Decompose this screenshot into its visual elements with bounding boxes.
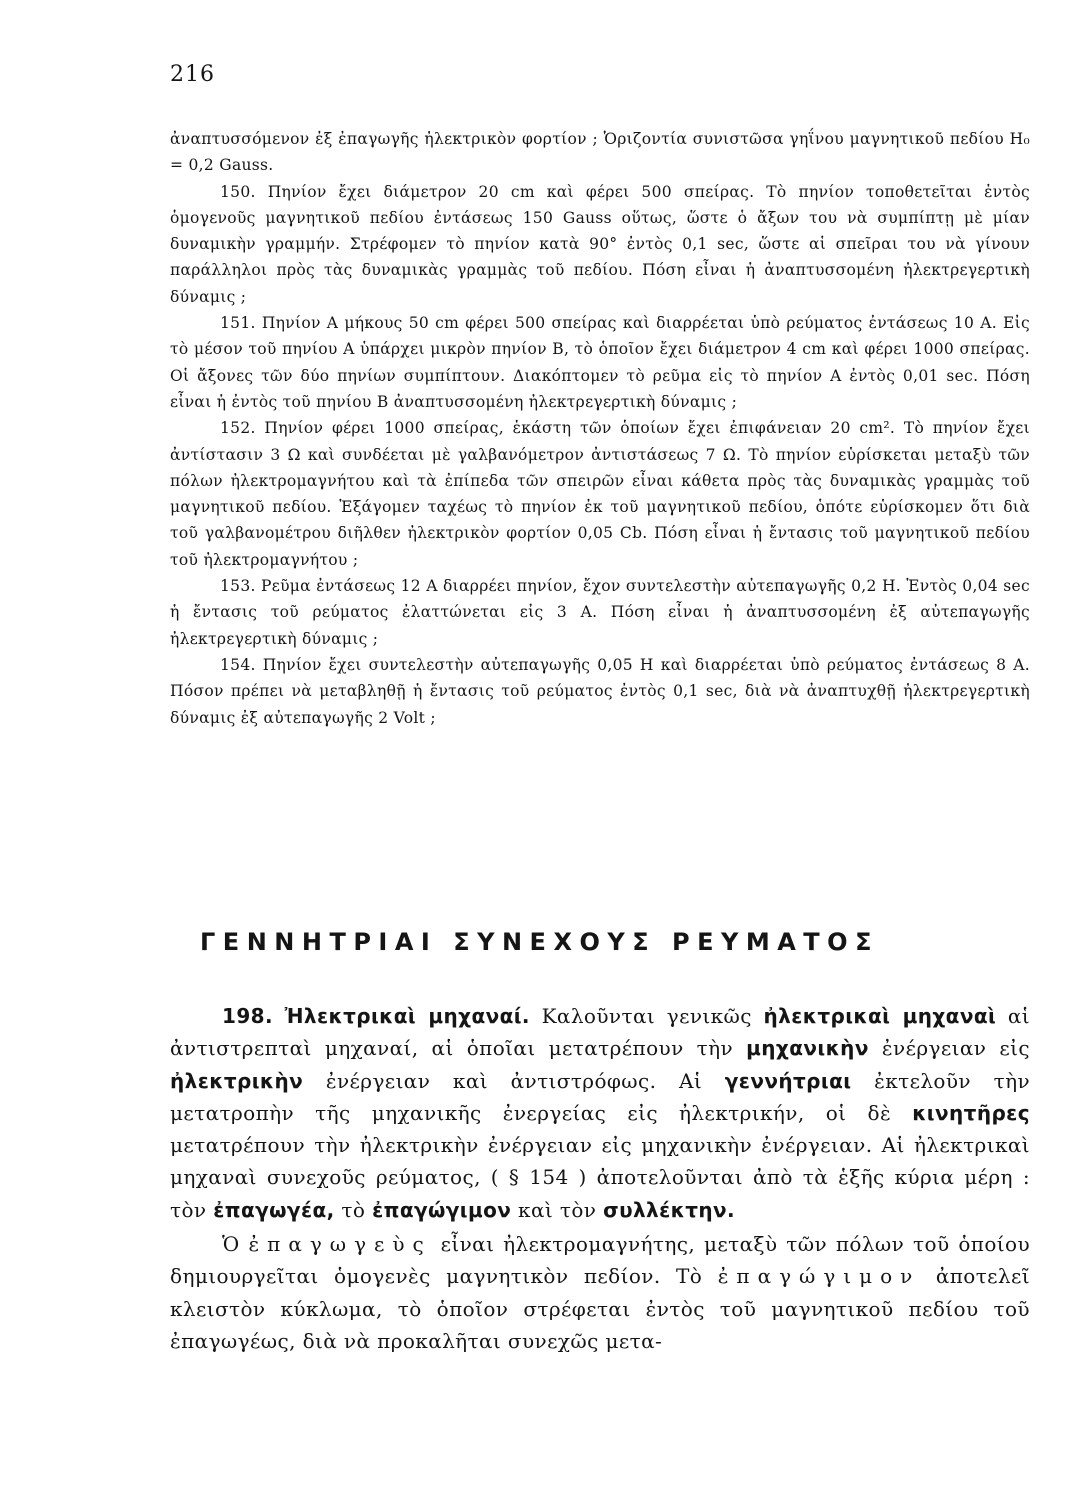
problem-text: Ρεῦμα ἐντάσεως 12 A διαρρέει πηνίον, ἔχον συντελεστὴν αὐτεπαγωγῆς 0,2 H. Ἐντὸς 0,04 sec ἡ ἔντασις τοῦ ρεύματος ἐλαττώνεται εἰς 3 A. Πόση εἶναι ἡ ἀναπτυσσομένη ἐξ αὐτεπαγωγῆς ἠλεκτρεγερτικὴ δύναμις ; <box>170 577 1030 648</box>
bold-term: γεννήτριαι <box>724 1068 852 1093</box>
carryover-text: ἀναπτυσσόμενον ἐξ ἐπαγωγῆς ἠλεκτρικὸν φορτίον ; Ὁριζοντία συνιστῶσα γηΐνου μαγνητικοῦ πεδίου H₀ = 0,2 Gauss. <box>170 130 1030 175</box>
text-run: μετατρέπουν τὴν ἠλεκτρικὴν ἐνέργειαν εἰς μηχανικὴν ἐνέργειαν. Αἱ ἠλεκτρικαὶ μηχαναὶ συνεχοῦς ρεύματος, ( § 154 ) ἀποτελοῦνται ἀπὸ τὰ ἑξῆς κύρια μέρη : τὸν <box>170 1133 1030 1222</box>
bold-term: ἐπαγώγιμον <box>372 1197 512 1222</box>
problem-text: Πηνίον A μήκους 50 cm φέρει 500 σπείρας καὶ διαρρέεται ὑπὸ ρεύματος ἐντάσεως 10 A. Εἰς τὸ μέσον τοῦ πηνίου A ὑπάρχει μικρὸν πηνίον B, τὸ ὁποῖον ἔχει διάμετρον 4 cm καὶ φέρει 1000 σπείρας. Οἱ ἄξονες τῶν δύο πηνίων συμπίπτουν. Διακόπτομεν τὸ ρεῦμα εἰς τὸ πηνίον A ἐντὸς 0,01 sec. Πόση εἶναι ἡ ἐντὸς τοῦ πηνίου B ἀναπτυσσομένη ἠλεκτρεγερτικὴ δύναμις ; <box>170 314 1031 411</box>
paragraph-inductor <box>170 1228 1030 1357</box>
bold-term: ἠλεκτρικαὶ μηχαναὶ <box>763 1004 997 1028</box>
bold-term: κινητῆρες <box>912 1100 1030 1125</box>
problem-151 <box>170 310 1030 415</box>
text-run: Ὁ <box>222 1232 240 1257</box>
section-heading: ΓΕΝΝΗΤΡΙΑΙ ΣΥΝΕΧΟΥΣ ΡΕΥΜΑΤΟΣ <box>200 928 879 956</box>
text-run: εἶναι ἠλεκτρομαγνήτης, μεταξὺ τῶν πόλων τοῦ ὁποίου δημιουργεῖται ὁμογενὲς μαγνητικὸν πεδίον. Τὸ <box>170 1232 1030 1289</box>
paragraph-title: Ἠλεκτρικαὶ μηχαναί. <box>284 1004 530 1028</box>
bold-term: ἐπαγωγέα, <box>213 1197 335 1222</box>
paragraph-198 <box>170 1000 1030 1226</box>
text-run: καὶ τὸν <box>518 1197 597 1222</box>
bold-term: μηχανικὴν <box>746 1036 869 1061</box>
problem-number: 151. <box>220 314 256 333</box>
spaced-term: ἐπαγωγεὺς <box>248 1232 432 1257</box>
spaced-term: ἐπαγώγιμον <box>717 1264 921 1289</box>
problem-150 <box>170 179 1030 310</box>
text-run: ἐκτελοῦν τὴν μετατροπὴν τῆς μηχανικῆς ἐνεργείας εἰς ἠλεκτρικήν, οἱ δὲ <box>170 1068 1031 1125</box>
problem-text: Πηνίον ἔχει διάμετρον 20 cm καὶ φέρει 500 σπείρας. Τὸ πηνίον τοποθετεῖται ἐντὸς ὁμογενοῦς μαγνητικοῦ πεδίου ἐντάσεως 150 Gauss οὕτως, ὥστε ὁ ἄξων του νὰ συμπίπτῃ μὲ μίαν δυναμικὴν γραμμήν. Στρέφομεν τὸ πηνίον κατὰ 90° ἐντὸς 0,1 sec, ὥστε αἱ σπεῖραι του νὰ γίνουν παράλληλοι πρὸς τὰς δυναμικὰς γραμμὰς τοῦ πεδίου. Πόση εἶναι ἡ ἀναπτυσσομένη ἠλεκτρεγερτικὴ δύναμις ; <box>170 182 1030 306</box>
text-run: ἐνέργειαν εἰς <box>881 1036 1030 1061</box>
section-body <box>170 1000 1030 1359</box>
bold-term: ἠλεκτρικὴν <box>170 1068 304 1093</box>
text-run: τὸ <box>341 1197 366 1222</box>
problem-number: 153. <box>220 577 256 596</box>
paragraph-number: 198. <box>222 1004 273 1028</box>
exercise-list <box>170 126 1030 731</box>
bold-term: συλλέκτην. <box>603 1197 736 1222</box>
page-number: 216 <box>170 62 215 87</box>
problem-number: 150. <box>220 182 256 201</box>
problem-text: Πηνίον φέρει 1000 σπείρας, ἑκάστη τῶν ὁποίων ἔχει ἐπιφάνειαν 20 cm². Τὸ πηνίον ἔχει ἀντίστασιν 3 Ω καὶ συνδέεται μὲ γαλβανόμετρον ἀντιστάσεως 7 Ω. Τὸ πηνίον εὑρίσκεται μεταξὺ τῶν πόλων ἠλεκτρομαγνήτου καὶ τὰ ἐπίπεδα τῶν σπειρῶν εἶναι κάθετα πρὸς τὰς δυναμικὰς γραμμὰς τοῦ μαγνητικοῦ πεδίου. Ἐξάγομεν ταχέως τὸ πηνίον ἐκ τοῦ μαγνητικοῦ πεδίου, ὁπότε εὑρίσκομεν ὅτι διὰ τοῦ γαλβανομέτρου διῆλθεν ἠλεκτρικὸν φορτίον 0,05 Cb. Πόση εἶναι ἡ ἔντασις τοῦ μαγνητικοῦ πεδίου τοῦ ἠλεκτρομαγνήτου ; <box>170 419 1030 569</box>
problem-153 <box>170 573 1030 652</box>
text-run: αἱ ἀντιστρεπταὶ μηχαναί, αἱ ὁποῖαι μετατρέπουν τὴν <box>170 1004 1030 1061</box>
problem-152 <box>170 415 1030 573</box>
problem-number: 152. <box>220 419 256 438</box>
text-run: ἀποτελεῖ κλειστὸν κύκλωμα, τὸ ὁποῖον στρέφεται ἐντὸς τοῦ μαγνητικοῦ πεδίου τοῦ ἐπαγωγέως, διὰ νὰ προκαλῆται συνεχῶς μετα- <box>170 1264 1031 1353</box>
problem-text: Πηνίον ἔχει συντελεστὴν αὐτεπαγωγῆς 0,05 H καὶ διαρρέεται ὑπὸ ρεύματος ἐντάσεως 8 A. Πόσον πρέπει νὰ μεταβληθῇ ἡ ἔντασις τοῦ ρεύματος ἐντὸς 0,1 sec, διὰ νὰ ἀναπτυχθῇ ἠλεκτρεγερτικὴ δύναμις ἐξ αὐτεπαγωγῆς 2 Volt ; <box>170 655 1030 727</box>
text-run: Καλοῦνται γενικῶς <box>541 1004 752 1028</box>
problem-154 <box>170 652 1030 731</box>
problem-number: 154. <box>220 655 256 674</box>
text-run: ἐνέργειαν καὶ ἀντιστρόφως. Αἱ <box>325 1068 703 1093</box>
